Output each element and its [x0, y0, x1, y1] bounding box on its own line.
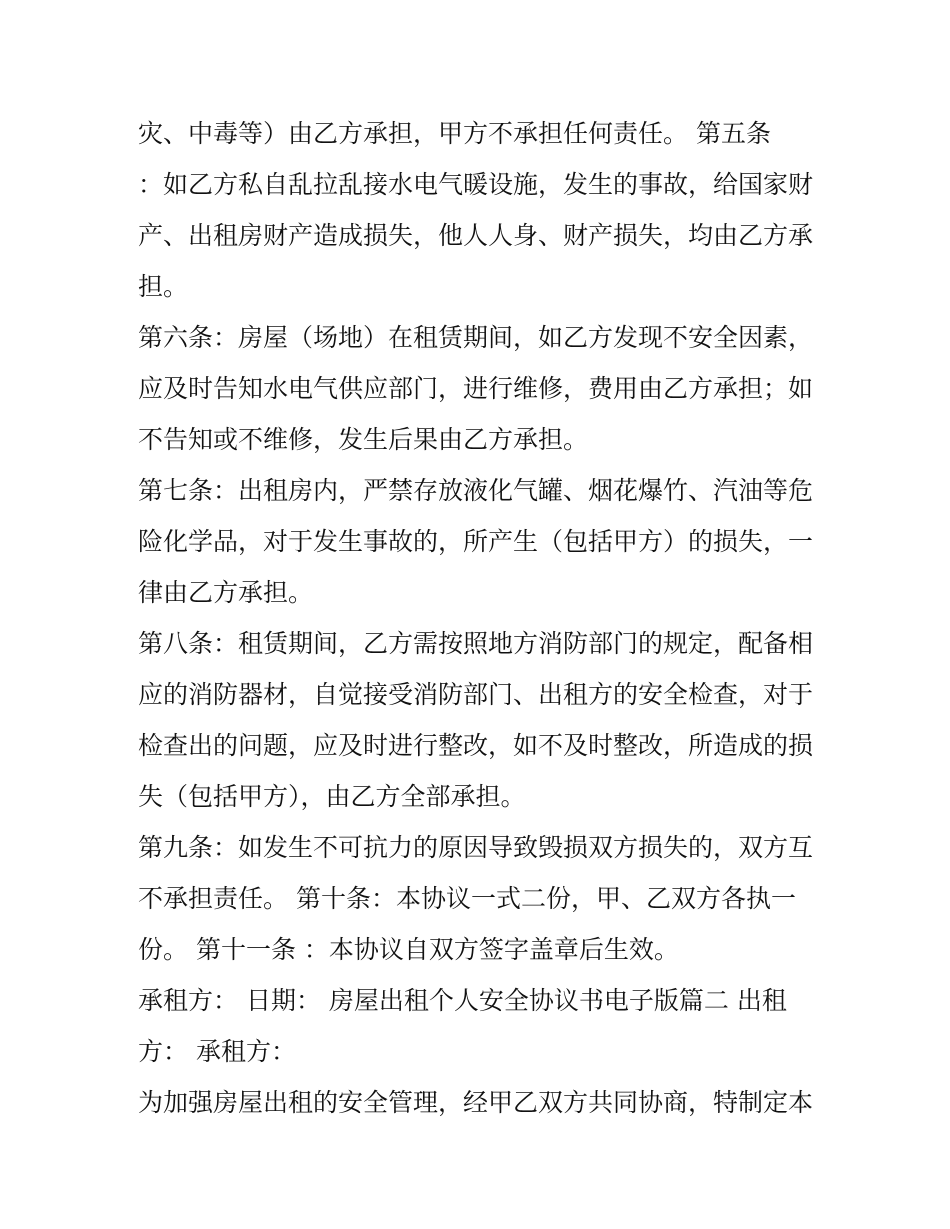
- text-line: 应及时告知水电气供应部门，进行维修，费用由乙方承担；如: [138, 374, 814, 403]
- text-line: 不承担责任。 第十条：本协议一式二份，甲、乙双方各执一: [138, 884, 796, 913]
- text-line: ：如乙方私自乱拉乱接水电气暖设施，发生的事故，给国家财: [138, 170, 814, 199]
- text-line: 承租方： 日期： 房屋出租个人安全协议书电子版篇二 出租: [138, 986, 787, 1015]
- document-body: [138, 108, 818, 1128]
- text-line: 不告知或不维修，发生后果由乙方承担。: [138, 425, 589, 454]
- text-line: 第九条：如发生不可抗力的原因导致毁损双方损失的，双方互: [138, 833, 814, 862]
- text-line: 担。: [138, 272, 189, 301]
- text-line: 灾、中毒等）由乙方承担，甲方不承担任何责任。 第五条: [138, 119, 771, 148]
- text-line: 产、出租房财产造成损失，他人人身、财产损失，均由乙方承: [138, 221, 814, 250]
- text-line: 第七条：出租房内，严禁存放液化气罐、烟花爆竹、汽油等危: [138, 476, 814, 505]
- text-line: 方： 承租方：: [138, 1037, 296, 1066]
- text-line: 律由乙方承担。: [138, 578, 314, 607]
- text-line: 应的消防器材，自觉接受消防部门、出租方的安全检查，对于: [138, 680, 814, 709]
- text-line: 份。 第十一条 ：本协议自双方签字盖章后生效。: [138, 935, 679, 964]
- text-line: 失（包括甲方），由乙方全部承担。: [138, 782, 526, 811]
- text-line: 第八条：租赁期间，乙方需按照地方消防部门的规定，配备相: [138, 629, 814, 658]
- text-line: 检查出的问题，应及时进行整改，如不及时整改，所造成的损: [138, 731, 814, 760]
- text-line: 第六条：房屋（场地）在租赁期间，如乙方发现不安全因素，: [138, 323, 814, 352]
- text-line: 险化学品，对于发生事故的，所产生（包括甲方）的损失，一: [138, 527, 814, 556]
- text-line: 为加强房屋出租的安全管理，经甲乙双方共同协商，特制定本: [138, 1088, 814, 1117]
